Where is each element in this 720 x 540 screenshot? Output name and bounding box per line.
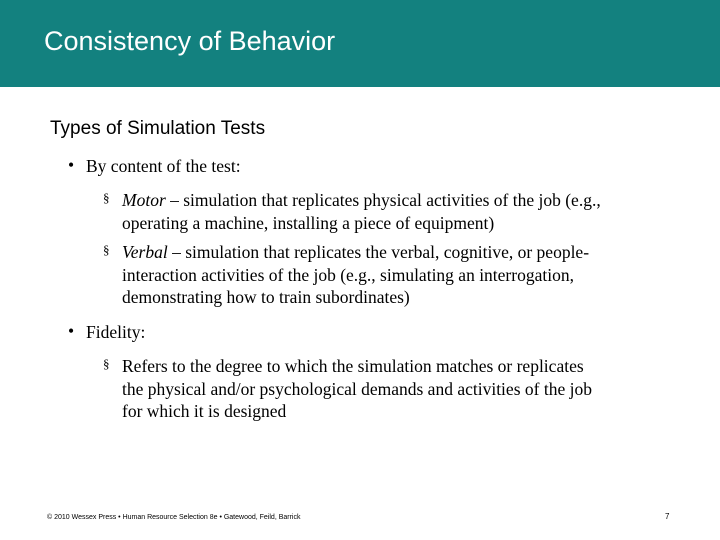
subbullet-text bbox=[122, 241, 589, 309]
footer-copyright: © 2010 Wessex Press • Human Resource Selection 8e • Gatewood, Feild, Barrick bbox=[47, 514, 301, 521]
subbullet-term: Verbal bbox=[122, 242, 168, 262]
subbullet-text bbox=[122, 189, 601, 234]
bullet-dot-icon: • bbox=[68, 321, 75, 341]
slide-title: Consistency of Behavior bbox=[44, 26, 336, 56]
subbullet-line: Refers to the degree to which the simulation matches or replicates bbox=[122, 356, 584, 376]
subbullet-term: Motor bbox=[122, 190, 166, 210]
subbullet-line: the physical and/or psychological demands and activities of the job bbox=[122, 378, 592, 399]
subbullet-text bbox=[122, 355, 592, 423]
page-number: 7 bbox=[665, 512, 670, 521]
subbullet-line bbox=[122, 241, 589, 264]
section-mark-icon: § bbox=[103, 356, 110, 371]
slide-subtitle: Types of Simulation Tests bbox=[50, 118, 266, 139]
subbullet-line-rest: – simulation that replicates the verbal, cognitive, or people- bbox=[167, 242, 590, 262]
bullet-dot-icon: • bbox=[68, 155, 75, 175]
section-mark-icon: § bbox=[103, 190, 110, 205]
bullet-text: By content of the test: bbox=[86, 156, 241, 176]
subbullet-line: demonstrating how to train subordinates) bbox=[122, 287, 410, 307]
subbullet-line bbox=[122, 189, 601, 212]
subbullet-line: for which it is designed bbox=[122, 401, 287, 421]
subbullet-line: interaction activities of the job (e.g., simulating an interrogation, bbox=[122, 264, 574, 285]
section-mark-icon: § bbox=[103, 242, 110, 257]
subbullet-line-rest: – simulation that replicates physical activities of the job (e.g., bbox=[165, 190, 601, 210]
subbullet-line: operating a machine, installing a piece of equipment) bbox=[122, 212, 495, 233]
bullet-text: Fidelity: bbox=[86, 322, 146, 342]
